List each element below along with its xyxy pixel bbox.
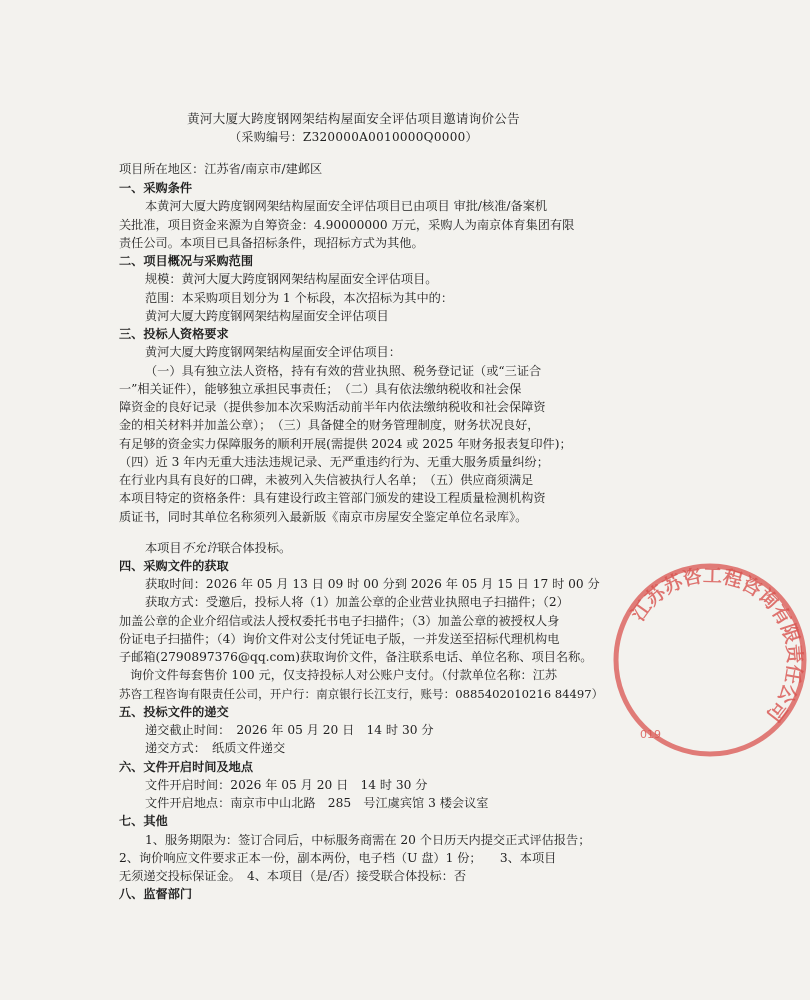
section-4-line-1: 获取时间：2026 年 05 月 13 日 09 时 00 分到 2026 年 05 月 15 日 17 时 00 分 xyxy=(145,577,600,591)
section-3-heading: 三、投标人资格要求 xyxy=(119,327,229,341)
section-2-line-1: 规模：黄河大厦大跨度钢网架结构屋面安全评估项目。 xyxy=(145,272,438,286)
section-4-line-4: 份证电子扫描件；（4）询价文件对公支付凭证电子版，一并发送至招标代理机构电 xyxy=(119,632,560,646)
section-4-line-2: 获取方式：受邀后，投标人将（1）加盖公章的企业营业执照电子扫描件；（2） xyxy=(145,595,569,609)
section-1-line-2: 关批准，项目资金来源为自筹资金：4.90000000 万元，采购人为南京体育集团有限 xyxy=(119,218,575,232)
company-seal-stamp xyxy=(610,560,810,760)
section-2-line-2: 范围：本采购项目划分为 1 个标段，本次招标为其中的： xyxy=(145,291,454,305)
procurement-number: （采购编号：Z320000A0010000Q0000） xyxy=(229,130,478,144)
section-7-line-1: 1、服务期限为：签订合同后，中标服务商需在 20 个日历天内提交正式评估报告； xyxy=(145,833,591,847)
document-title: 黄河大厦大跨度钢网架结构屋面安全评估项目邀请询价公告 xyxy=(187,111,520,126)
section-7-line-3: 无须递交投标保证金。 4、本项目（是/否）接受联合体投标：否 xyxy=(119,869,467,883)
section-1-line-1: 本黄河大厦大跨度钢网架结构屋面安全评估项目已由项目 审批/核准/备案机 xyxy=(145,199,548,213)
section-3-line-10: 质证书，同时其单位名称须列入最新版《南京市房屋安全鉴定单位名录库》。 xyxy=(119,510,528,524)
section-1-line-3: 责任公司。本项目已具备招标条件，现招标方式为其他。 xyxy=(119,236,424,250)
section-4-line-7: 苏咨工程咨询有限责任公司，开户行：南京银行长江支行，账号：0885402010216 84497） xyxy=(119,687,604,701)
joint-bid-prefix: 本项目 xyxy=(145,541,182,555)
section-7-line-2: 2、询价响应文件要求正本一份，副本两份，电子档（U 盘）1 份； 3、本项目 xyxy=(119,851,557,865)
section-7-heading: 七、其他 xyxy=(119,814,168,828)
section-2-line-3: 黄河大厦大跨度钢网架结构屋面安全评估项目 xyxy=(145,309,389,323)
seal-code: 019 xyxy=(640,728,661,741)
section-3-line-9: 本项目特定的资格条件：具有建设行政主管部门颁发的建设工程质量检测机构资 xyxy=(119,491,546,505)
seal-text: 江苏苏咨工程咨询有限责任公司 xyxy=(627,564,806,726)
section-6-line-1: 文件开启时间：2026 年 05 月 20 日 14 时 30 分 xyxy=(145,778,428,792)
section-4-line-3: 加盖公章的企业介绍信或法人授权委托书电子扫描件；（3）加盖公章的被授权人身 xyxy=(119,614,560,628)
section-3-line-7: （四）近 3 年内无重大违法违规记录、无严重违约行为、无重大服务质量纠纷； xyxy=(119,455,549,469)
joint-bid-note xyxy=(145,539,291,557)
section-3-line-1: 黄河大厦大跨度钢网架结构屋面安全评估项目： xyxy=(145,345,401,359)
project-region: 项目所在地区：江苏省/南京市/建邺区 xyxy=(119,162,323,176)
section-4-line-5: 子邮箱(2790897376@qq.com)获取询价文件，备注联系电话、单位名称、项目名称。 xyxy=(119,650,593,664)
section-6-heading: 六、文件开启时间及地点 xyxy=(119,760,254,774)
section-4-heading: 四、采购文件的获取 xyxy=(119,559,229,573)
section-3-line-8: 在行业内具有良好的口碑，未被列入失信被执行人名单； （五）供应商须满足 xyxy=(119,473,534,487)
seal-outer-ring xyxy=(616,566,804,754)
section-1-heading: 一、采购条件 xyxy=(119,181,193,195)
joint-bid-italic: 不允许 xyxy=(181,541,219,555)
joint-bid-suffix: 联合体投标。 xyxy=(218,541,292,555)
section-6-line-2: 文件开启地点：南京市中山北路 285 号江虞宾馆 3 楼会议室 xyxy=(145,796,489,810)
section-3-line-5: 金的相关材料并加盖公章）； （三）具备健全的财务管理制度，财务状况良好， xyxy=(119,418,540,432)
section-5-line-2: 递交方式： 纸质文件递交 xyxy=(145,741,286,755)
section-4-line-6: 询价文件每套售价 100 元，仅支持投标人对公账户支付。（付款单位名称：江苏 xyxy=(130,668,558,682)
section-5-line-1: 递交截止时间： 2026 年 05 月 20 日 14 时 30 分 xyxy=(145,723,434,737)
section-2-heading: 二、项目概况与采购范围 xyxy=(119,254,254,268)
section-3-line-4: 障资金的良好记录（提供参加本次采购活动前半年内依法缴纳税收和社会保障资 xyxy=(119,400,546,414)
section-3-line-6: 有足够的资金实力保障服务的顺利开展(需提供 2024 或 2025 年财务报表复印件)； xyxy=(119,437,572,451)
section-8-heading: 八、监督部门 xyxy=(119,887,193,901)
section-3-line-3: 一”相关证件），能够独立承担民事责任； （二）具有依法缴纳税收和社会保 xyxy=(119,382,522,396)
section-5-heading: 五、投标文件的递交 xyxy=(119,705,229,719)
section-3-line-2: （一）具有独立法人资格，持有有效的营业执照、税务登记证（或“三证合 xyxy=(145,364,542,378)
